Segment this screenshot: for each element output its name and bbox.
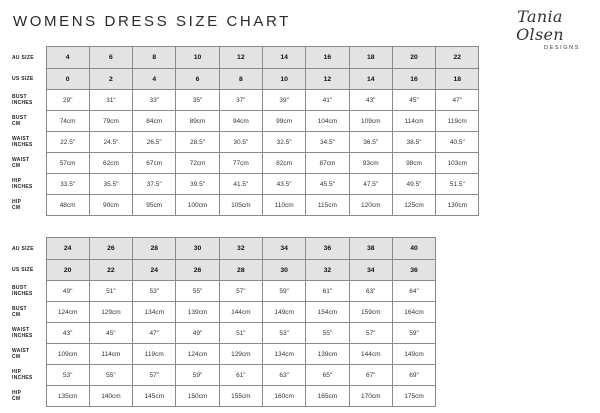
row-label-line: CM xyxy=(12,396,21,402)
table-cell: 63" xyxy=(262,365,305,386)
table-cell: 63" xyxy=(349,281,392,302)
table-cell: 18 xyxy=(436,69,479,90)
table-cell: 33" xyxy=(133,90,176,111)
row-label-line: US SIZE xyxy=(12,267,34,273)
table-cell: 31" xyxy=(89,90,132,111)
table-cell: 24.5" xyxy=(89,132,132,153)
table-cell: 32 xyxy=(219,238,262,260)
table-cell: 57" xyxy=(219,281,262,302)
table-cell: 30.5" xyxy=(219,132,262,153)
table-cell: 43" xyxy=(349,90,392,111)
table-row xyxy=(12,386,436,407)
table-row xyxy=(12,323,436,344)
table-cell: 51" xyxy=(219,323,262,344)
table-cell: 159cm xyxy=(349,302,392,323)
table-cell: 98cm xyxy=(392,153,435,174)
table-cell: 149cm xyxy=(262,302,305,323)
table-row xyxy=(12,195,479,216)
table-cell: 36 xyxy=(306,238,349,260)
table-cell: 26 xyxy=(89,238,132,260)
table-cell: 45" xyxy=(392,90,435,111)
table-cell: 99cm xyxy=(262,111,305,132)
table-cell: 34.5" xyxy=(306,132,349,153)
table-row xyxy=(12,344,436,365)
brand-subtitle: DESIGNS xyxy=(544,45,580,51)
table-cell: 65" xyxy=(306,365,349,386)
row-label-line: BUST xyxy=(12,306,27,312)
table-cell: 32.5" xyxy=(262,132,305,153)
table-cell: 14 xyxy=(262,47,305,69)
table-cell: 16 xyxy=(392,69,435,90)
table-cell: 79cm xyxy=(89,111,132,132)
table-cell: 59" xyxy=(262,281,305,302)
table-cell: 36 xyxy=(392,260,435,281)
table-cell: 149cm xyxy=(392,344,435,365)
row-label-line: INCHES xyxy=(12,375,33,381)
table-cell: 24 xyxy=(46,238,89,260)
table-cell: 41.5" xyxy=(219,174,262,195)
table-cell: 8 xyxy=(133,47,176,69)
row-label-line: INCHES xyxy=(12,100,33,106)
table-cell: 12 xyxy=(306,69,349,90)
table-cell: 84cm xyxy=(133,111,176,132)
row-label xyxy=(12,153,46,174)
table-cell: 4 xyxy=(46,47,89,69)
table-cell: 34 xyxy=(349,260,392,281)
row-label-line: AU SIZE xyxy=(12,245,34,252)
table-cell: 40.5" xyxy=(436,132,479,153)
row-label-line: INCHES xyxy=(12,291,33,297)
table-cell: 26 xyxy=(176,260,219,281)
table-cell: 155cm xyxy=(219,386,262,407)
table-cell: 115cm xyxy=(306,195,349,216)
page-title: WOMENS DRESS SIZE CHART xyxy=(13,13,291,30)
table-cell: 53" xyxy=(133,281,176,302)
table-cell: 40 xyxy=(392,238,435,260)
table-cell: 51" xyxy=(89,281,132,302)
table-cell: 20 xyxy=(392,47,435,69)
table-cell: 53" xyxy=(262,323,305,344)
table-cell: 45" xyxy=(89,323,132,344)
table-cell: 51.5" xyxy=(436,174,479,195)
size-table-large xyxy=(12,237,436,407)
table-cell: 47" xyxy=(133,323,176,344)
table-cell: 124cm xyxy=(176,344,219,365)
table-cell: 35.5" xyxy=(89,174,132,195)
table-cell: 134cm xyxy=(133,302,176,323)
table-cell: 119cm xyxy=(133,344,176,365)
table-cell: 18 xyxy=(349,47,392,69)
table-cell: 72cm xyxy=(176,153,219,174)
table-cell: 77cm xyxy=(219,153,262,174)
row-label xyxy=(12,69,46,90)
table-cell: 2 xyxy=(89,69,132,90)
size-table-small xyxy=(12,46,479,216)
row-label xyxy=(12,174,46,195)
brand-logo xyxy=(498,8,582,51)
row-label-line: WAIST xyxy=(12,136,30,142)
row-label-line: BUST xyxy=(12,94,27,100)
table-cell: 34 xyxy=(262,238,305,260)
table-cell: 120cm xyxy=(349,195,392,216)
table-cell: 104cm xyxy=(306,111,349,132)
table-cell: 47.5" xyxy=(349,174,392,195)
table-row xyxy=(12,260,436,281)
table-cell: 129cm xyxy=(219,344,262,365)
table-cell: 14 xyxy=(349,69,392,90)
table-cell: 95cm xyxy=(133,195,176,216)
table-cell: 29" xyxy=(46,90,89,111)
table-cell: 135cm xyxy=(46,386,89,407)
row-label-line: INCHES xyxy=(12,142,33,148)
table-cell: 154cm xyxy=(306,302,349,323)
table-cell: 110cm xyxy=(262,195,305,216)
table-cell: 94cm xyxy=(219,111,262,132)
table-cell: 144cm xyxy=(349,344,392,365)
table-cell: 55" xyxy=(176,281,219,302)
row-label-line: CM xyxy=(12,163,21,169)
table-row xyxy=(12,69,479,90)
row-label xyxy=(12,365,46,386)
table-cell: 28 xyxy=(133,238,176,260)
row-label-line: WAIST xyxy=(12,157,30,163)
table-cell: 93cm xyxy=(349,153,392,174)
table-cell: 109cm xyxy=(349,111,392,132)
row-label xyxy=(12,195,46,216)
table-cell: 43" xyxy=(46,323,89,344)
row-label-line: US SIZE xyxy=(12,76,34,82)
table-cell: 62cm xyxy=(89,153,132,174)
table-cell: 144cm xyxy=(219,302,262,323)
row-label xyxy=(12,344,46,365)
table-cell: 103cm xyxy=(436,153,479,174)
row-label-line: BUST xyxy=(12,115,27,121)
table-cell: 26.5" xyxy=(133,132,176,153)
table-cell: 55" xyxy=(89,365,132,386)
table-cell: 55" xyxy=(306,323,349,344)
table-row xyxy=(12,281,436,302)
table-row xyxy=(12,47,479,69)
table-cell: 164cm xyxy=(392,302,435,323)
table-cell: 12 xyxy=(219,47,262,69)
table-cell: 165cm xyxy=(306,386,349,407)
table-row xyxy=(12,153,479,174)
row-label-line: CM xyxy=(12,312,21,318)
row-label-line: HIP xyxy=(12,390,22,396)
table-cell: 38 xyxy=(349,238,392,260)
row-label-line: WAIST xyxy=(12,327,30,333)
table-cell: 30 xyxy=(262,260,305,281)
row-label-line: AU SIZE xyxy=(12,54,34,61)
table-cell: 22.5" xyxy=(46,132,89,153)
table-cell: 61" xyxy=(306,281,349,302)
table-cell: 90cm xyxy=(89,195,132,216)
row-label-line: HIP xyxy=(12,199,22,205)
table-cell: 59" xyxy=(176,365,219,386)
row-label-line: INCHES xyxy=(12,184,33,190)
row-label-line: CM xyxy=(12,205,21,211)
table-cell: 10 xyxy=(176,47,219,69)
table-cell: 10 xyxy=(262,69,305,90)
table-cell: 125cm xyxy=(392,195,435,216)
row-label-line: HIP xyxy=(12,369,22,375)
table-cell: 16 xyxy=(306,47,349,69)
table-cell: 67" xyxy=(349,365,392,386)
table-cell: 37" xyxy=(219,90,262,111)
table-cell: 74cm xyxy=(46,111,89,132)
table-cell: 36.5" xyxy=(349,132,392,153)
table-cell: 57" xyxy=(349,323,392,344)
table-cell: 114cm xyxy=(392,111,435,132)
table-cell: 150cm xyxy=(176,386,219,407)
table-cell: 89cm xyxy=(176,111,219,132)
row-label xyxy=(12,323,46,344)
row-label xyxy=(12,281,46,302)
table-cell: 100cm xyxy=(176,195,219,216)
table-cell: 61" xyxy=(219,365,262,386)
row-label xyxy=(12,260,46,281)
table-cell: 139cm xyxy=(306,344,349,365)
table-cell: 48cm xyxy=(46,195,89,216)
table-cell: 64" xyxy=(392,281,435,302)
table-cell: 82cm xyxy=(262,153,305,174)
table-cell: 114cm xyxy=(89,344,132,365)
table-cell: 39.5" xyxy=(176,174,219,195)
table-cell: 47" xyxy=(436,90,479,111)
table-cell: 22 xyxy=(89,260,132,281)
table-cell: 28 xyxy=(219,260,262,281)
table-cell: 0 xyxy=(46,69,89,90)
row-label xyxy=(12,386,46,407)
table-cell: 119cm xyxy=(436,111,479,132)
table-cell: 49" xyxy=(176,323,219,344)
table-cell: 140cm xyxy=(89,386,132,407)
table-row xyxy=(12,90,479,111)
table-cell: 35" xyxy=(176,90,219,111)
row-label-line: INCHES xyxy=(12,333,33,339)
table-cell: 124cm xyxy=(46,302,89,323)
table-cell: 45.5" xyxy=(306,174,349,195)
table-cell: 53" xyxy=(46,365,89,386)
table-row xyxy=(12,365,436,386)
table-cell: 4 xyxy=(133,69,176,90)
row-label-line: HIP xyxy=(12,178,22,184)
row-label xyxy=(12,238,46,260)
table-cell: 170cm xyxy=(349,386,392,407)
table-cell: 59" xyxy=(392,323,435,344)
table-cell: 49" xyxy=(46,281,89,302)
row-label xyxy=(12,47,46,69)
table-cell: 134cm xyxy=(262,344,305,365)
table-cell: 41" xyxy=(306,90,349,111)
row-label-line: WAIST xyxy=(12,348,30,354)
table-cell: 160cm xyxy=(262,386,305,407)
table-cell: 6 xyxy=(176,69,219,90)
table-cell: 24 xyxy=(133,260,176,281)
table-cell: 67cm xyxy=(133,153,176,174)
table-cell: 57cm xyxy=(46,153,89,174)
table-cell: 28.5" xyxy=(176,132,219,153)
table-cell: 37.5" xyxy=(133,174,176,195)
brand-name: Tania Olsen xyxy=(516,7,564,44)
table-cell: 38.5" xyxy=(392,132,435,153)
table-cell: 69" xyxy=(392,365,435,386)
table-cell: 6 xyxy=(89,47,132,69)
table-row xyxy=(12,238,436,260)
row-label-line: CM xyxy=(12,354,21,360)
row-label xyxy=(12,90,46,111)
table-row xyxy=(12,174,479,195)
table-cell: 33.5" xyxy=(46,174,89,195)
table-cell: 109cm xyxy=(46,344,89,365)
table-cell: 49.5" xyxy=(392,174,435,195)
table-cell: 129cm xyxy=(89,302,132,323)
table-row xyxy=(12,132,479,153)
table-cell: 139cm xyxy=(176,302,219,323)
table-cell: 43.5" xyxy=(262,174,305,195)
row-label xyxy=(12,302,46,323)
row-label xyxy=(12,111,46,132)
table-cell: 32 xyxy=(306,260,349,281)
table-cell: 57" xyxy=(133,365,176,386)
table-cell: 87cm xyxy=(306,153,349,174)
table-cell: 39" xyxy=(262,90,305,111)
table-cell: 20 xyxy=(46,260,89,281)
table-cell: 145cm xyxy=(133,386,176,407)
table-cell: 30 xyxy=(176,238,219,260)
table-row xyxy=(12,302,436,323)
row-label-line: CM xyxy=(12,121,21,127)
table-cell: 105cm xyxy=(219,195,262,216)
row-label xyxy=(12,132,46,153)
row-label-line: BUST xyxy=(12,285,27,291)
table-cell: 22 xyxy=(436,47,479,69)
table-cell: 175cm xyxy=(392,386,435,407)
table-cell: 130cm xyxy=(436,195,479,216)
table-row xyxy=(12,111,479,132)
table-cell: 8 xyxy=(219,69,262,90)
